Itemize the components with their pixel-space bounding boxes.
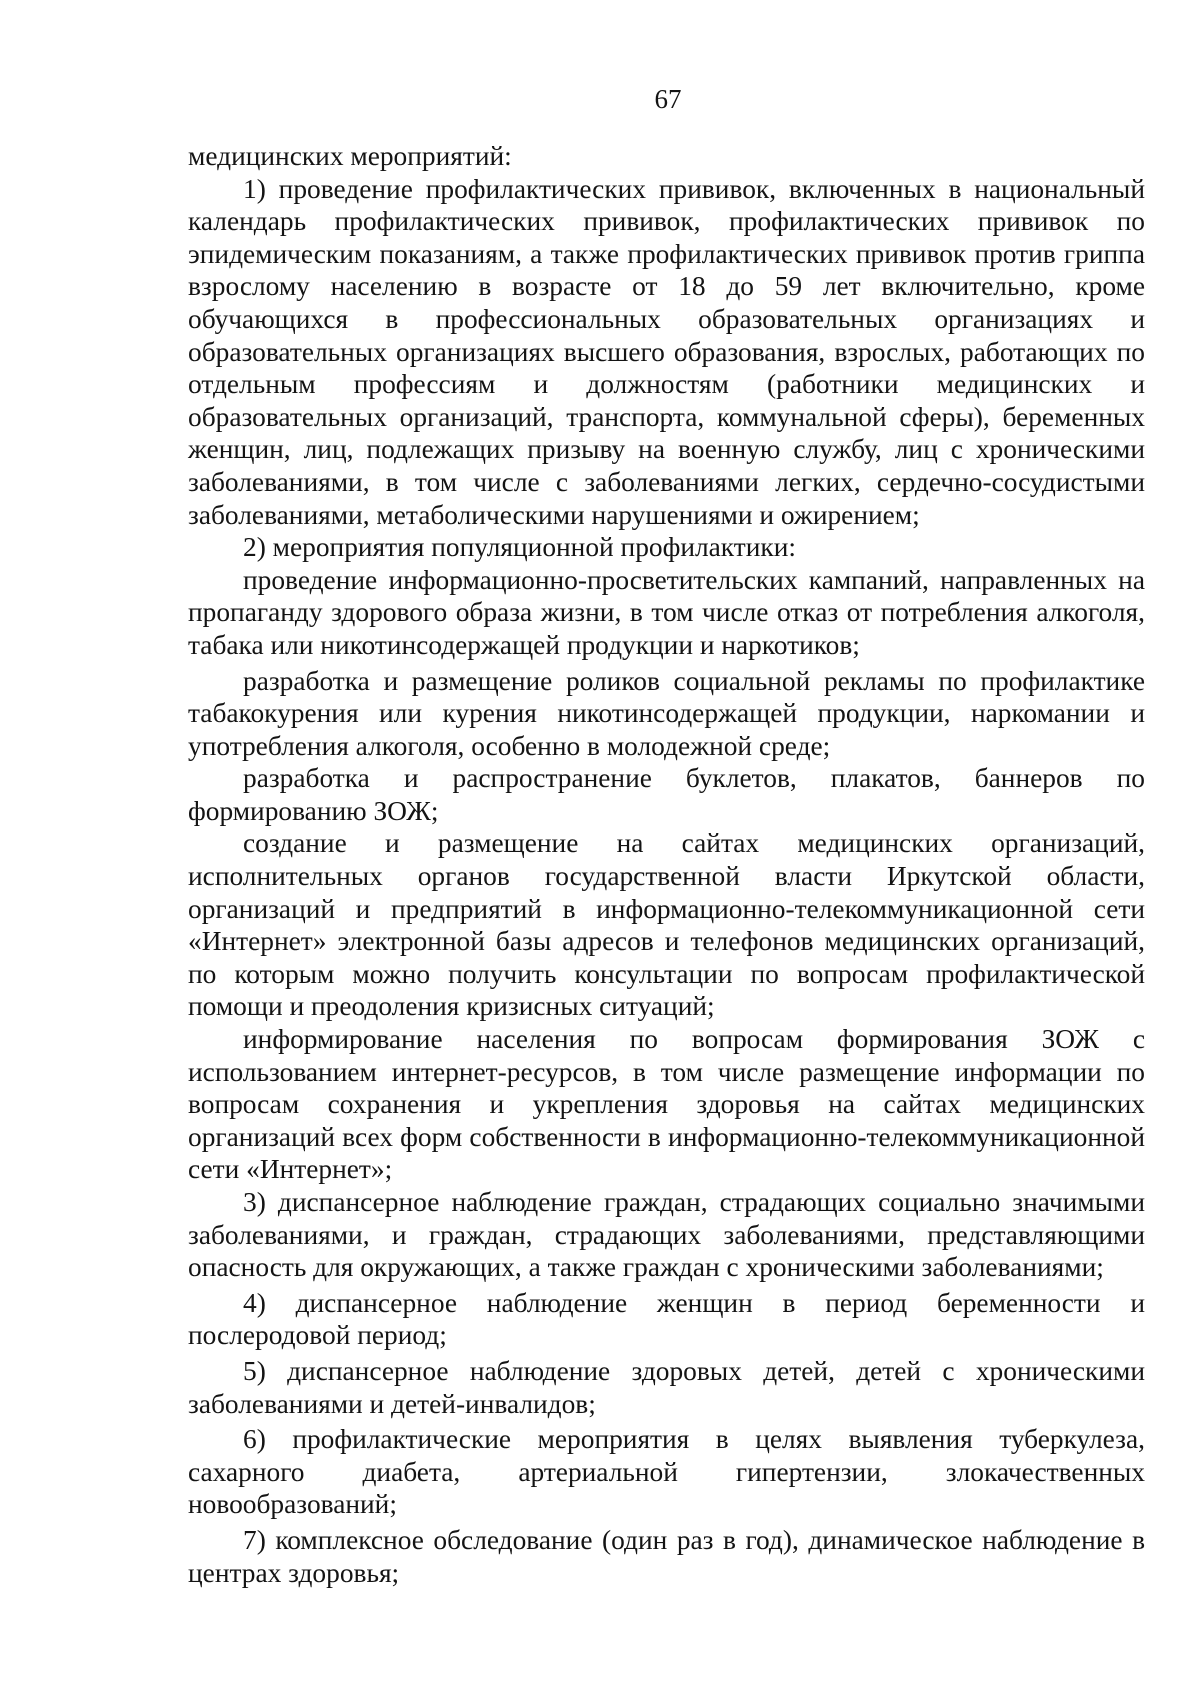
paragraph-item-4-pregnancy-observation: 4) диспансерное наблюдение женщин в период беременности и послеродовой период; xyxy=(188,1287,1145,1351)
paragraph-item-6-detection-measures: 6) профилактические мероприятия в целях выявления туберкулеза, сахарного диабета, артериальной гипертензии, злокачественных новообразований; xyxy=(188,1424,1145,1520)
paragraph-item-7-health-centers: 7) комплексное обследование (один раз в год), динамическое наблюдение в центрах здоровья; xyxy=(188,1524,1145,1588)
paragraph-social-advertising: разработка и размещение роликов социальной рекламы по профилактике табакокурения или курения никотинсодержащей продукции, наркомании и употребления алкоголя, особенно в молодежной среде; xyxy=(188,665,1145,761)
paragraph-intro: медицинских мероприятий: xyxy=(188,141,512,171)
paragraph-item-2-population-prevention: 2) мероприятия популяционной профилактики: xyxy=(243,532,796,563)
paragraph-item-1-vaccination: 1) проведение профилактических прививок, включенных в национальный календарь профилактических прививок, профилактических прививок по эпидемическим показаниям, а также профилактических прививок против гриппа взрослому населению в возрасте от 18 до 59 лет включительно, кроме обучающихся в профессиональных образовательных организациях и образовательных организациях высшего образования, взрослых, работающих по отдельным профессиям и должностям (работники медицинских и образовательных организаций, транспорта, коммунальной сферы), беременных женщин, лиц, подлежащих призыву на военную службу, лиц с хроническими заболеваниями, в том числе с заболеваниями легких, сердечно-сосудистыми заболеваниями, метаболическими нарушениями и ожирением; xyxy=(188,173,1145,530)
paragraph-item-3-dispensary-observation: 3) диспансерное наблюдение граждан, страдающих социально значимыми заболеваниями, и граждан, страдающих заболеваниями, представляющими опасность для окружающих, а также граждан с хроническими заболеваниями; xyxy=(188,1187,1145,1283)
paragraph-information-campaigns: проведение информационно-просветительских кампаний, направленных на пропаганду здорового образа жизни, в том числе отказ от потребления алкоголя, табака или никотинсодержащей продукции и наркотиков; xyxy=(188,564,1145,660)
paragraph-item-5-children-observation: 5) диспансерное наблюдение здоровых детей, детей с хроническими заболеваниями и детей-инвалидов; xyxy=(188,1355,1145,1419)
document-body xyxy=(188,140,1145,1589)
paragraph-internet-informing: информирование населения по вопросам формирования ЗОЖ с использованием интернет-ресурсов, в том числе размещение информации по вопросам сохранения и укрепления здоровья на сайтах медицинских организаций всех форм собственности в информационно-телекоммуникационной сети «Интернет»; xyxy=(188,1024,1145,1185)
paragraph-contacts-database: создание и размещение на сайтах медицинских организаций, исполнительных органов государственной власти Иркутской области, организаций и предприятий в информационно-телекоммуникационной сети «Интернет» электронной базы адресов и телефонов медицинских организаций, по которым можно получить консультации по вопросам профилактической помощи и преодоления кризисных ситуаций; xyxy=(188,828,1145,1022)
page-number: 67 xyxy=(654,84,682,114)
paragraph-booklets: разработка и распространение буклетов, плакатов, баннеров по формированию ЗОЖ; xyxy=(188,763,1145,826)
